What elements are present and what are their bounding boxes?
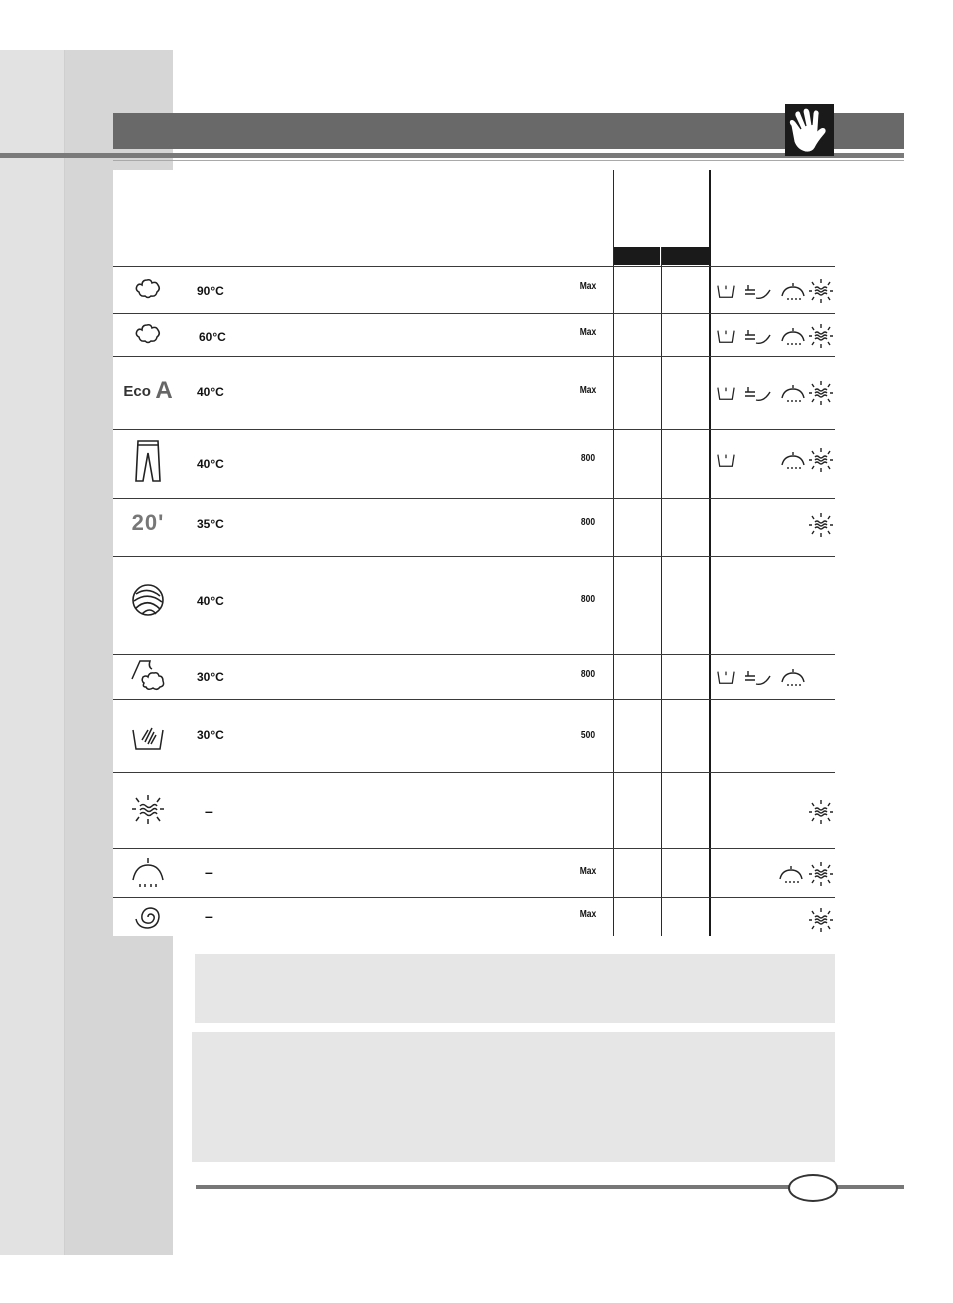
- row-divider: [113, 772, 835, 773]
- column-header-prewash: [614, 247, 660, 265]
- extra-rinse-icon: [808, 380, 834, 406]
- row-divider: [113, 356, 835, 357]
- programme-spin-speed: Max: [579, 327, 597, 338]
- programme-temperature: 40°C: [197, 457, 224, 471]
- quick-label: 20': [131, 510, 165, 535]
- note-box: [192, 1032, 835, 1162]
- programme-temperature: –: [205, 803, 213, 819]
- extra-rinse-icon: [808, 447, 834, 473]
- left-margin-band: [0, 50, 65, 1255]
- programme-spin-speed: 800: [580, 669, 596, 680]
- programme-spin-speed: 800: [580, 594, 596, 605]
- prewash-icon: [716, 668, 736, 686]
- rinse-hold-icon: [744, 282, 774, 302]
- options-row: [712, 380, 836, 406]
- eco-a-icon: [118, 374, 178, 408]
- prewash-icon: [716, 451, 736, 469]
- row-divider: [113, 313, 835, 314]
- prewash-icon: [716, 384, 736, 402]
- rinse-icon: [780, 327, 806, 347]
- col-line-spin: [613, 170, 614, 936]
- prewash-icon: [716, 282, 736, 300]
- programme-temperature: 40°C: [197, 385, 224, 399]
- rinse-icon: [118, 855, 178, 889]
- extra-rinse-icon: [808, 512, 834, 538]
- refresh-icon: [118, 792, 178, 828]
- programme-temperature: 60°C: [199, 330, 226, 344]
- programme-temperature: –: [205, 908, 213, 924]
- programme-spin-speed: 500: [580, 730, 596, 741]
- options-row: [712, 664, 836, 690]
- col-line-options: [709, 170, 711, 936]
- programme-temperature: –: [205, 864, 213, 880]
- programme-temperature: 90°C: [197, 284, 224, 298]
- page-number-oval: [788, 1174, 838, 1202]
- header-rule: [0, 153, 904, 158]
- row-divider: [113, 848, 835, 849]
- rinse-icon: [780, 384, 806, 404]
- extra-rinse-icon: [808, 278, 834, 304]
- programme-spin-speed: Max: [579, 866, 597, 877]
- row-divider: [113, 498, 835, 499]
- row-divider: [113, 266, 835, 267]
- programme-temperature: 40°C: [197, 594, 224, 608]
- rinse-hold-icon: [744, 327, 774, 347]
- extra-rinse-icon: [808, 861, 834, 887]
- prewash-icon: [716, 327, 736, 345]
- programme-spin-speed: Max: [579, 909, 597, 920]
- options-row: [712, 447, 836, 473]
- note-box: [195, 954, 835, 1023]
- rinse-icon: [778, 865, 804, 885]
- handwash-icon: [118, 720, 178, 754]
- rinse-hold-icon: [744, 668, 774, 688]
- options-row: [712, 907, 836, 933]
- row-divider: [113, 654, 835, 655]
- programme-temperature: 30°C: [197, 670, 224, 684]
- col-line-detergent: [661, 247, 662, 936]
- wool-icon: [118, 580, 178, 620]
- programme-spin-speed: 800: [580, 453, 596, 464]
- row-divider: [113, 699, 835, 700]
- options-row: [712, 278, 836, 304]
- row-divider: [113, 429, 835, 430]
- programme-temperature: 30°C: [197, 728, 224, 742]
- hand-icon: [785, 104, 834, 156]
- cotton-icon: [118, 275, 178, 303]
- row-divider: [113, 897, 835, 898]
- rinse-icon: [780, 451, 806, 471]
- programme-temperature: 35°C: [197, 517, 224, 531]
- header-rule-thin: [113, 160, 904, 161]
- row-divider: [113, 556, 835, 557]
- mixed-fabric-icon: [118, 658, 178, 694]
- jeans-icon: [118, 438, 178, 484]
- programme-spin-speed: Max: [579, 385, 597, 396]
- eco-grade: A: [155, 377, 173, 404]
- extra-rinse-icon: [808, 323, 834, 349]
- programme-spin-speed: 800: [580, 517, 596, 528]
- options-row: [712, 512, 836, 538]
- eco-label: Eco: [123, 382, 151, 400]
- rinse-hold-icon: [744, 384, 774, 404]
- rinse-icon: [780, 282, 806, 302]
- quick-20-icon: [118, 508, 178, 538]
- options-row: [712, 861, 836, 887]
- column-header-main: [662, 247, 709, 265]
- extra-rinse-icon: [808, 907, 834, 933]
- extra-rinse-icon: [808, 799, 834, 825]
- options-row: [712, 323, 836, 349]
- programme-spin-speed: Max: [579, 281, 597, 292]
- rinse-icon: [780, 668, 806, 688]
- spin-icon: [118, 902, 178, 932]
- cotton-icon: [118, 320, 178, 348]
- options-row: [712, 799, 836, 825]
